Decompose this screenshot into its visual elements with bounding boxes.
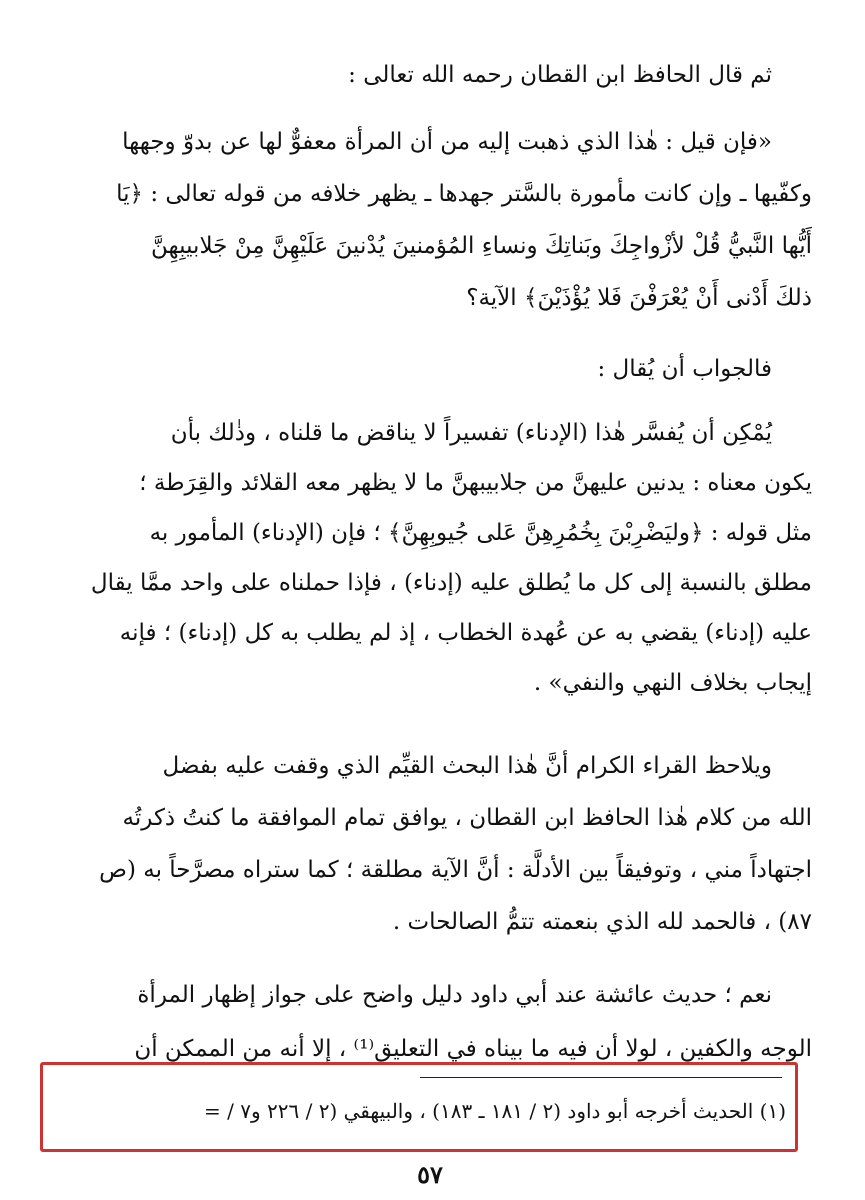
paragraph-line: أَيُّها النَّبيُّ قُلْ لأزْواجِكَ وبَناتِكَ ونساءِ المُؤمنينَ يُدْنينَ عَلَيْهِنَّ مِنْ جَلابيبِهِنَّ (151, 233, 812, 259)
paragraph-line: ويلاحظ القراء الكرام أنَّ هٰذا البحث القيِّم الذي وقفت عليه بفضل (162, 753, 772, 779)
hadith-paragraph (52, 968, 812, 1076)
paragraph-line: عليه (إدناء) يقضي به عن عُهدة الخطاب ، إذ لم يطلب به كل (إدناء) ؛ فإنه (119, 620, 812, 646)
quote-paragraph (52, 116, 812, 324)
paragraph-line: مثل قوله : ﴿وليَضْرِبْنَ بِخُمُرِهِنَّ عَلى جُيوبِهِنَّ﴾ ؛ فإن (الإدناء) المأمور به (149, 520, 812, 546)
answer-intro (52, 352, 812, 386)
paragraph-line: اجتهاداً مني ، وتوفيقاً بين الأدلَّة : أنَّ الآية مطلقة ؛ كما ستراه مصرَّحاً به (ص (99, 857, 812, 883)
paragraph-line: ذلكَ أَدْنى أَنْ يُعْرَفْنَ فَلا يُؤْذَيْنَ﴾ الآية؟ (466, 285, 812, 311)
paragraph-line: الوجه والكفين ، لولا أن فيه ما بيناه في التعليق⁽¹⁾ ، إلا أنه من الممكن أن (134, 1036, 812, 1062)
page-number: ٥٧ (417, 1160, 443, 1189)
paragraph-line: «فإن قيل : هٰذا الذي ذهبت إليه من أن المرأة معفوٌّ لها عن بدوّ وجهها (122, 129, 772, 155)
paragraph-line: وكفّيها ـ وإن كانت مأمورة بالسَّتر جهدها ـ يظهر خلافه من قوله تعالى : ﴿يَا (116, 181, 812, 207)
heading-line: ثم قال الحافظ ابن القطان رحمه الله تعالى : (348, 62, 772, 88)
paragraph-line: الله من كلام هٰذا الحافظ ابن القطان ، يوافق تمام الموافقة ما كنتُ ذكرتُه (122, 805, 812, 831)
author-note-paragraph (52, 740, 812, 948)
paragraph-line: مطلق بالنسبة إلى كل ما يُطلق عليه (إدناء) ، فإذا حملناه على واحد ممَّا يقال (90, 570, 812, 596)
paragraph-line: إيجاب بخلاف النهي والنفي» . (533, 670, 812, 696)
footnote: (١) الحديث أخرجه أبو داود (٢ / ١٨١ ـ ١٨٣) ، والبيهقي (٢ / ٢٢٦ و٧ / = (204, 1099, 786, 1123)
answer-paragraph (52, 408, 812, 708)
paragraph-line: ٨٧) ، فالحمد لله الذي بنعمته تتمُّ الصالحات . (392, 909, 812, 935)
section-heading (52, 58, 812, 92)
paragraph-line: نعم ؛ حديث عائشة عند أبي داود دليل واضح على جواز إظهار المرأة (137, 982, 772, 1008)
paragraph-line: يُمْكِن أن يُفسَّر هٰذا (الإدناء) تفسيراً لا يناقض ما قلناه ، وذٰلك بأن (170, 420, 772, 446)
paragraph-line: يكون معناه : يدنين عليهنَّ من جلابيبهنَّ ما لا يظهر معه القلائد والقِرَطة ؛ (139, 470, 812, 496)
paragraph-line: فالجواب أن يُقال : (597, 356, 772, 382)
